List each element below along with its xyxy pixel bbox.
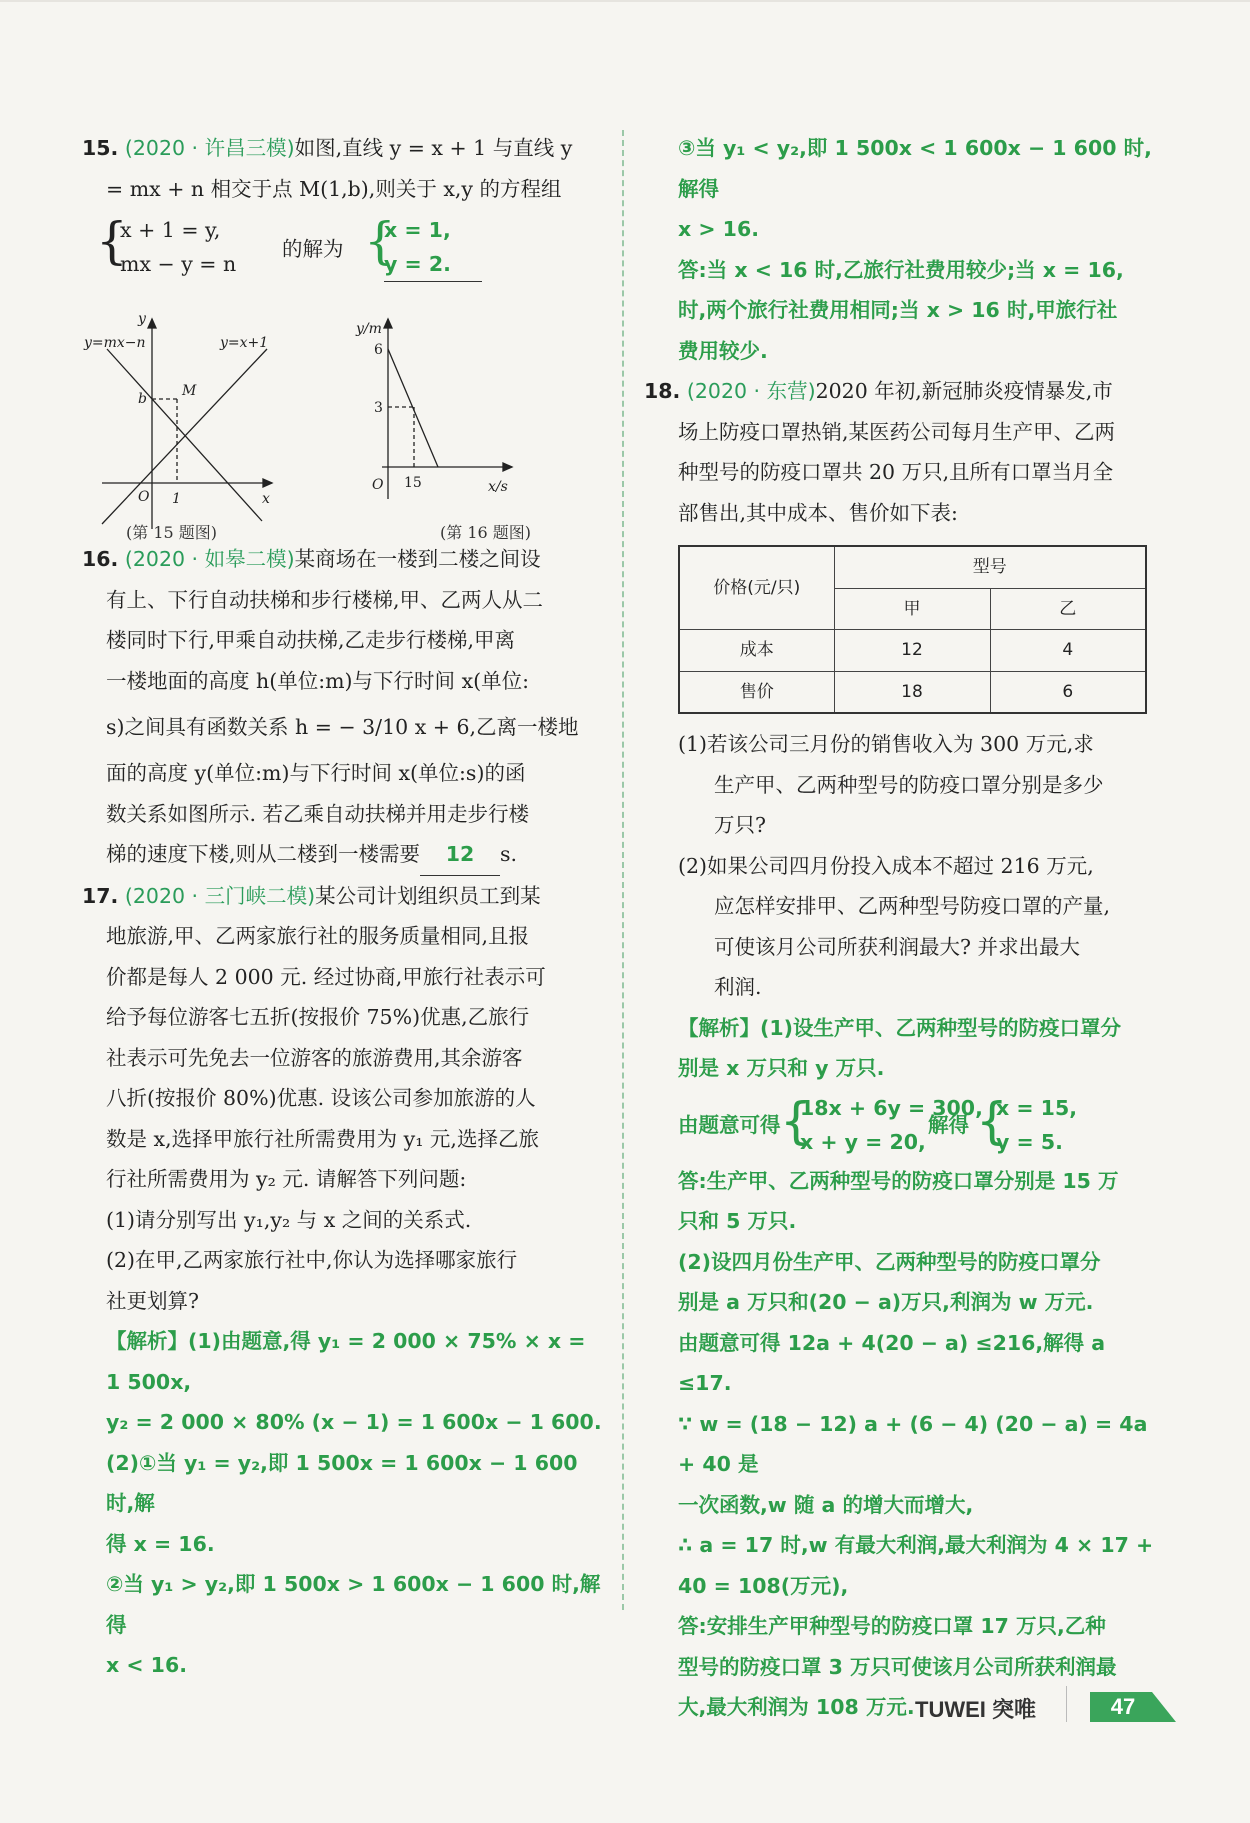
- solution-line: 由题意可得 12a + 4(20 − a) ≤216,解得 a ≤17.: [678, 1330, 1106, 1395]
- sub-question: 可使该月公司所获利润最大? 并求出最大: [714, 934, 1081, 959]
- solution-line: 一次函数,w 随 a 的增大而增大,: [678, 1492, 974, 1517]
- equation-line: x = 15,: [996, 1095, 1077, 1120]
- question-18: [644, 371, 1160, 1728]
- figures-15-16: [82, 299, 602, 542]
- answer-blank: 12: [420, 834, 500, 876]
- question-text: 场上防疫口罩热销,某医药公司每月生产甲、乙两: [678, 419, 1116, 444]
- axis-label: x: [262, 491, 270, 507]
- solution-line: 【解析】(1)由题意,得 y₁ = 2 000 × 75% × x =: [106, 1329, 586, 1353]
- table-cell: 4: [990, 630, 1146, 672]
- question-source: (2020 · 如皋二模): [124, 547, 295, 571]
- solution-line: x < 16.: [106, 1653, 187, 1677]
- question-text: 八折(按报价 80%)优惠. 设该公司参加旅游的人: [106, 1086, 536, 1110]
- solution-line: 1 500x,: [106, 1369, 192, 1394]
- x-axis-arrow: [263, 479, 272, 487]
- solution-line: 【解析】(1)设生产甲、乙两种型号的防疫口罩分: [678, 1015, 1122, 1040]
- answer-line: x = 1,: [384, 218, 451, 242]
- tick-label: b: [138, 391, 147, 407]
- question-text: 某商场在一楼到二楼之间设: [294, 547, 541, 571]
- question-number: 16.: [82, 547, 119, 571]
- question-text: 数关系如图所示. 若乙乘自动扶梯并用走步行楼: [106, 801, 530, 826]
- tick-label: 15: [404, 475, 422, 491]
- table-corner-cell: 价格(元/只): [679, 546, 834, 630]
- solution-line: 答:生产甲、乙两种型号的防疫口罩分别是 15 万: [678, 1168, 1119, 1193]
- question-text: s)之间具有函数关系 h = − 3/10 x + 6,乙离一楼地: [106, 715, 579, 739]
- question-number: 18.: [644, 379, 681, 403]
- sub-question: (1)若该公司三月份的销售收入为 300 万元,求: [678, 732, 1094, 756]
- question-text: 价都是每人 2 000 元. 经过协商,甲旅行社表示可: [106, 964, 546, 989]
- solution-line: 时,两个旅行社费用相同;当 x > 16 时,甲旅行社: [678, 298, 1118, 322]
- question-number: 17.: [82, 883, 119, 908]
- figure-graphs: [82, 299, 582, 539]
- sub-question: 生产甲、乙两种型号的防疫口罩分别是多少: [714, 772, 1104, 797]
- unit-text: s.: [500, 842, 518, 866]
- solution-line: 答:当 x < 16 时,乙旅行社费用较少;当 x = 16,: [678, 257, 1124, 282]
- question-source: (2020 · 许昌三模): [124, 136, 295, 160]
- question-text: 面的高度 y(单位:m)与下行时间 x(单位:s)的函: [106, 761, 526, 785]
- line-label: y=x+1: [220, 335, 269, 351]
- question-text: 楼同时下行,甲乘自动扶梯,乙走步行楼梯,甲离: [106, 628, 516, 652]
- question-text: 给予每位游客七五折(按报价 75%)优惠,乙旅行: [106, 1005, 530, 1029]
- solution-line: 答:安排生产甲种型号的防疫口罩 17 万只,乙种: [678, 1614, 1106, 1638]
- tick-label: 3: [374, 400, 383, 416]
- sub-question: 应怎样安排甲、乙两种型号防疫口罩的产量,: [714, 894, 1111, 918]
- x-axis-arrow: [503, 463, 512, 471]
- question-number: 15.: [82, 136, 119, 160]
- left-column: [82, 128, 602, 1686]
- tick-label: 1: [172, 491, 181, 507]
- question-text: 的解为: [282, 237, 344, 261]
- question-15: [82, 128, 602, 289]
- question-text: 地旅游,甲、乙两家旅行社的服务质量相同,且报: [106, 924, 530, 948]
- table-group-header: 型号: [834, 546, 1146, 588]
- solution-line: y₂ = 2 000 × 80% (x − 1) = 1 600x − 1 600.: [106, 1410, 602, 1434]
- table-row: [679, 630, 1146, 672]
- equation-system: [82, 209, 602, 289]
- table-row-label: 售价: [679, 671, 834, 713]
- table-col-header: 甲: [834, 588, 990, 630]
- sub-question: 社更划算?: [106, 1288, 199, 1313]
- table-row-label: 成本: [679, 630, 834, 672]
- question-text: 数是 x,选择甲旅行社所需费用为 y₁ 元,选择乙旅: [106, 1126, 539, 1151]
- table-cell: 18: [834, 671, 990, 713]
- answer-line: y = 2.: [384, 252, 451, 276]
- answer-brace: {: [364, 212, 396, 270]
- solution-line: x > 16.: [678, 217, 759, 241]
- figure-16: [382, 319, 512, 499]
- price-table: [678, 545, 1147, 714]
- solution-line: ②当 y₁ > y₂,即 1 500x > 1 600x − 1 600 时,解得: [106, 1572, 601, 1637]
- question-16: [82, 539, 602, 876]
- equation-line: 18x + 6y = 300,: [800, 1095, 983, 1120]
- solution-line: 大,最大利润为 108 万元.: [678, 1695, 915, 1719]
- solution-line: 别是 a 万只和(20 − a)万只,利润为 w 万元.: [678, 1290, 1094, 1314]
- left-brace: {: [96, 212, 128, 270]
- question-text: 社表示可先免去一位游客的旅游费用,其余游客: [106, 1045, 523, 1070]
- figure-caption: (第 16 题图): [440, 523, 532, 542]
- top-edge: [0, 0, 1250, 2]
- point-label: M: [182, 383, 197, 399]
- table-cell: 6: [990, 671, 1146, 713]
- solution-line: ∴ a = 17 时,w 有最大利润,最大利润为 4 × 17 +: [678, 1533, 1154, 1557]
- brand-logo-text: TUWEI 突唯: [915, 1697, 1036, 1722]
- table-row: [679, 671, 1146, 713]
- equation-line: x + 1 = y,: [120, 218, 221, 242]
- left-brace: {: [976, 1091, 1008, 1150]
- tick-label: 6: [374, 342, 383, 358]
- page-number: 47: [1110, 1694, 1136, 1719]
- line-label: y=mx−n: [84, 335, 146, 351]
- solution-line: 别是 x 万只和 y 万只.: [678, 1056, 885, 1080]
- solution-line: 得 x = 16.: [106, 1531, 215, 1556]
- footer-divider: [1066, 1686, 1067, 1722]
- solution-line: 费用较少.: [678, 338, 768, 363]
- question-17: [82, 876, 602, 1686]
- solution-line: 40 = 108(万元),: [678, 1573, 849, 1598]
- solution-line: ③当 y₁ < y₂,即 1 500x < 1 600x − 1 600 时,解得: [678, 136, 1152, 201]
- question-text: 行社所需费用为 y₂ 元. 请解答下列问题:: [106, 1167, 467, 1191]
- solution-line: 型号的防疫口罩 3 万只可使该月公司所获利润最: [678, 1654, 1117, 1679]
- line-x-plus-1: [102, 349, 267, 524]
- graph-line: [388, 349, 438, 467]
- question-text: = mx + n 相交于点 M(1,b),则关于 x,y 的方程组: [106, 176, 562, 201]
- origin-label: O: [138, 489, 150, 505]
- question-text: 2020 年初,新冠肺炎疫情暴发,市: [815, 379, 1113, 403]
- left-brace: {: [780, 1091, 812, 1150]
- right-column: [644, 128, 1160, 1728]
- equation-line: y = 5.: [996, 1129, 1063, 1154]
- y-axis-arrow: [148, 319, 156, 328]
- axis-label: x/s: [488, 479, 508, 495]
- line-mx-n: [107, 349, 262, 521]
- y-axis-arrow: [384, 319, 392, 328]
- solution-text: 由题意可得: [678, 1112, 781, 1137]
- sub-question: (2)如果公司四月份投入成本不超过 216 万元,: [678, 853, 1094, 878]
- solution-line: (2)设四月份生产甲、乙两种型号的防疫口罩分: [678, 1249, 1101, 1274]
- equation-line: mx − y = n: [120, 252, 237, 276]
- solution-system: [660, 1089, 1160, 1161]
- question-text: 部售出,其中成本、售价如下表:: [678, 500, 958, 525]
- solution-line: 只和 5 万只.: [678, 1209, 797, 1233]
- table-col-header: 乙: [990, 588, 1146, 630]
- question-text: 种型号的防疫口罩共 20 万只,且所有口罩当月全: [678, 460, 1114, 484]
- figure-caption: (第 15 题图): [126, 523, 218, 542]
- axis-label: y/m: [356, 321, 382, 337]
- question-text: 有上、下行自动扶梯和步行楼梯,甲、乙两人从二: [106, 587, 544, 612]
- axis-label: y: [138, 311, 146, 327]
- table-cell: 12: [834, 630, 990, 672]
- sub-question: 万只?: [714, 813, 766, 837]
- column-divider: [622, 130, 624, 1610]
- question-source: (2020 · 东营): [686, 379, 816, 403]
- sub-question: (1)请分别写出 y₁,y₂ 与 x 之间的关系式.: [106, 1207, 472, 1232]
- sub-question: 利润.: [714, 975, 762, 999]
- solution-line: ∵ w = (18 − 12) a + (6 − 4) (20 − a) = 4a + 40 是: [678, 1411, 1148, 1476]
- sub-question: (2)在甲,乙两家旅行社中,你认为选择哪家旅行: [106, 1248, 518, 1272]
- equation-line: x + y = 20,: [800, 1129, 926, 1154]
- solution-text: 解得: [928, 1112, 969, 1137]
- question-source: (2020 · 三门峡二模): [124, 883, 316, 908]
- question-text: 梯的速度下楼,则从二楼到一楼需要: [106, 842, 421, 866]
- question-text: 如图,直线 y = x + 1 与直线 y: [294, 136, 573, 160]
- origin-label: O: [372, 477, 384, 493]
- question-text: 一楼地面的高度 h(单位:m)与下行时间 x(单位:: [106, 668, 530, 693]
- solution-line: (2)①当 y₁ = y₂,即 1 500x = 1 600x − 1 600 时,解: [106, 1450, 578, 1515]
- question-text: 某公司计划组织员工到某: [315, 883, 541, 908]
